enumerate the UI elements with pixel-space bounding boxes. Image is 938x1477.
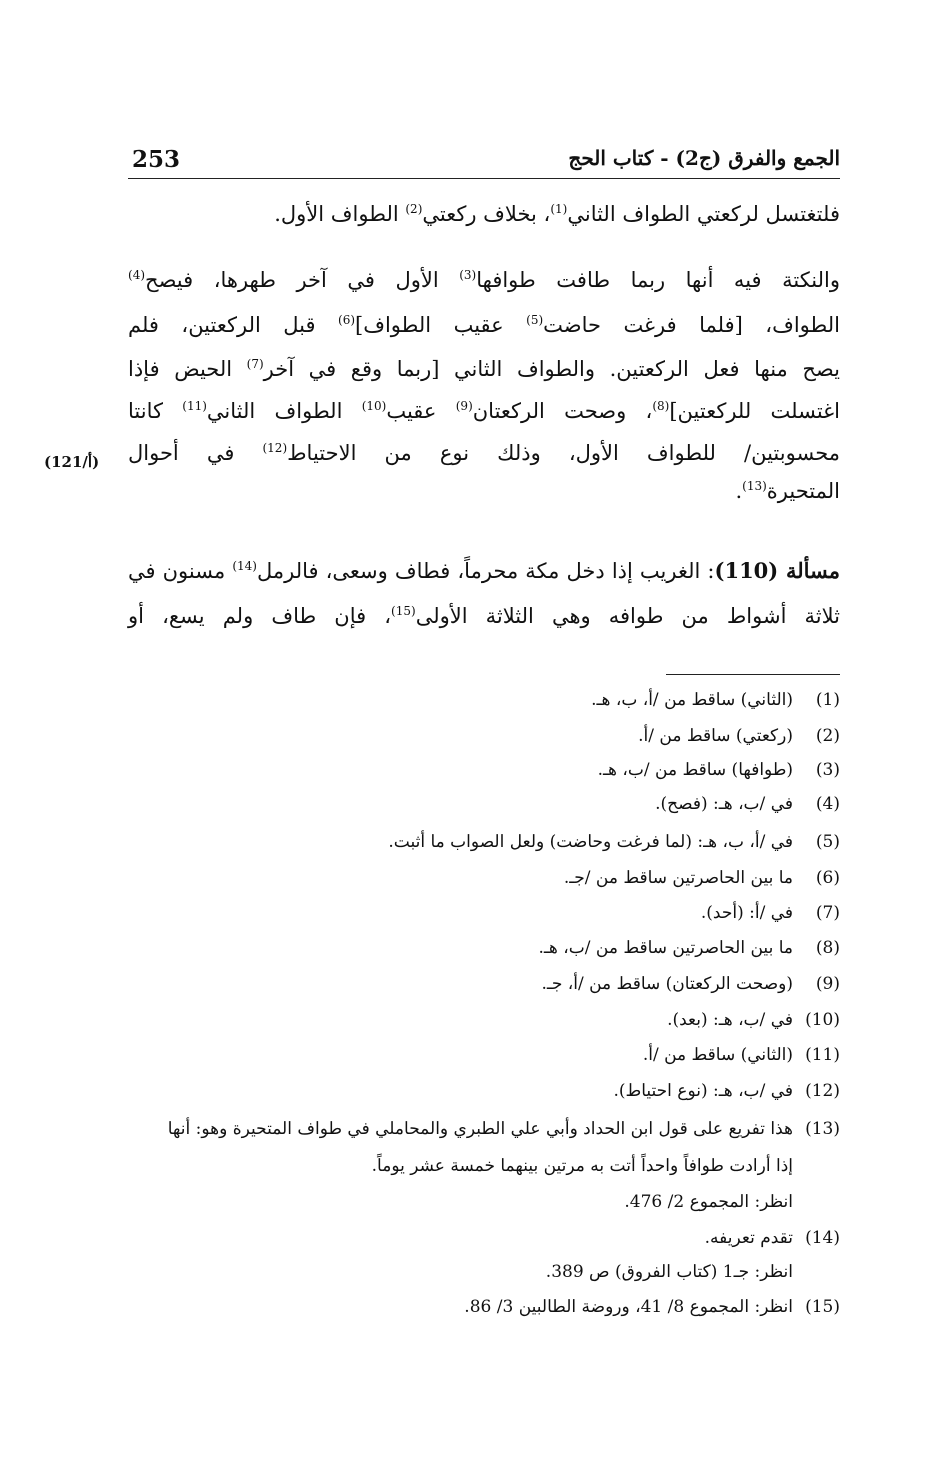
footnote-ref: (11) [182,399,207,413]
body-text: ، بخلاف ركعتي [422,202,551,226]
footnote-separator [666,674,840,675]
body-text: الطواف الثاني [206,399,362,423]
footnote-number: (2) [815,726,840,746]
footnote-text: انظر: المجموع 8/ 41، وروضة الطالبين 3/ 86. [464,1297,793,1317]
body-text: ، وصحت الركعتان [472,399,653,423]
body-line [128,441,840,466]
body-text: في أحوال [128,441,263,465]
footnote-ref: (1) [550,202,568,216]
footnote-text: ما بين الحاصرتين ساقط من /جـ. [563,868,793,888]
body-line [735,479,840,504]
body-line [128,399,840,424]
body-text: الحيض فإذا [128,357,247,381]
body-text: ، فإن طاف ولم يسع، أو [128,604,392,628]
footnote-ref: (10) [361,399,387,413]
body-text: يصح منها فعل الركعتين. والطواف الثاني [ربما وقع في آخر [263,357,840,381]
footnote-number: (3) [815,760,840,780]
footnote-text-continued: انظر: المجموع 2/ 476. [624,1192,793,1212]
page-number: 253 [132,146,181,173]
footnote-number: (6) [815,868,840,888]
body-text: المتحيرة [766,479,840,503]
footnote-ref: (4) [128,268,146,282]
question-label: مسألة (110) [714,558,840,583]
body-text: . [735,479,743,503]
footnote-number: (10) [805,1010,840,1030]
footnote-number: (1) [815,690,840,710]
footnote-ref: (12) [262,441,288,455]
footnote-text-continued: انظر: جـ1 (كتاب الفروق) ص 389. [545,1262,793,1282]
footnote-number: (4) [815,794,840,814]
footnote-text: (الثاني) ساقط من /أ، ب، هـ. [591,690,793,710]
footnote-text: (الثاني) ساقط من /أ. [642,1045,793,1065]
body-text: والنكتة فيه أنها ربما طافت طوافها [476,268,841,292]
body-text: قبل الركعتين، فلم [128,313,338,337]
footnote-text: هذا تفريع على قول ابن الحداد وأبي علي الطبري والمحاملي في طواف المتحيرة وهو: أنها [167,1119,793,1139]
body-text: محسوبتين/ للطواف الأول، وذلك نوع من الاحتياط [287,441,840,465]
body-text: كانتا [128,399,183,423]
footnote-ref: (6) [338,313,356,327]
body-text: الطواف، [فلما فرغت حاضت [543,313,840,337]
body-text: عقيب [386,399,456,423]
footnote-number: (12) [805,1081,840,1101]
running-title: الجمع والفرق (ج2) - كتاب الحج [568,146,840,170]
footnote-ref: (3) [459,268,477,282]
body-text: اغتسلت للركعتين] [669,399,840,423]
body-text: مسنون في [128,559,233,583]
footnote-text: في /أ، ب، هـ: (لما فرغت وحاضت) ولعل الصواب ما أثبت. [388,832,793,852]
footnote-number: (7) [815,903,840,923]
body-text: عقيب الطواف] [355,313,527,337]
footnote-ref: (9) [455,399,473,413]
footnote-text: ما بين الحاصرتين ساقط من /ب، هـ. [538,938,793,958]
footnote-text: (طوافها) ساقط من /ب، هـ. [597,760,793,780]
footnote-ref: (13) [742,479,767,493]
question-line [128,604,840,629]
body-line [274,202,840,227]
body-text: ثلاثة أشواط من طوافه وهي الثلاثة الأولى [415,604,840,628]
footnote-number: (15) [805,1297,840,1317]
body-line [128,357,840,382]
footnote-text: في /ب، هـ: (نوع احتياط). [613,1081,793,1101]
footnote-ref: (5) [526,313,544,327]
footnote-number: (14) [805,1228,840,1248]
footnote-number: (8) [815,938,840,958]
body-text: : الغريب إذا دخل مكة محرماً، فطاف وسعى، فالرمل [256,559,715,583]
footnote-ref: (15) [391,604,416,618]
footnote-number: (5) [815,832,840,852]
body-line [128,268,840,293]
footnote-number: (9) [815,974,840,994]
footnote-text: (ركعتي) ساقط من /أ. [638,726,793,746]
body-line [128,313,840,338]
footnote-text: في /أ: (أحد). [700,903,793,923]
footnote-text: (وصحت الركعتان) ساقط من /أ، جـ. [541,974,793,994]
footnote-ref: (14) [232,559,257,573]
footnote-ref: (7) [246,357,264,371]
footnote-number: (13) [805,1119,840,1139]
body-text: الطواف الأول. [274,202,406,226]
body-text: فلتغتسل لركعتي الطواف الثاني [567,202,840,226]
question-line [128,558,840,584]
footnote-number: (11) [805,1045,840,1065]
footnote-ref: (2) [405,202,423,216]
page-header [128,138,840,179]
footnote-text: تقدم تعريفه. [704,1228,793,1248]
footnote-text: في /ب، هـ: (فصح). [655,794,793,814]
footnote-ref: (8) [652,399,670,413]
body-text: الأول في آخر طهرها، فيصح [145,268,460,292]
footnote-text: في /ب، هـ: (بعد). [667,1010,793,1030]
manuscript-folio-ref: (121/أ) [44,453,100,471]
footnote-text-continued: إذا أرادت طوافاً واحداً أتت به مرتين بينهما خمسة عشر يوماً. [371,1156,793,1176]
